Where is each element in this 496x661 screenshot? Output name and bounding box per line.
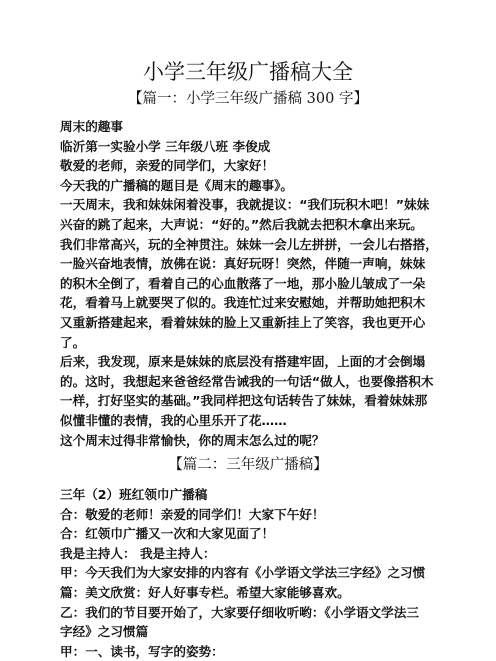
text-line: 一脸兴奋地表情，放佛在说：真好玩呀！突然，伴随一声响，妹妹 — [60, 256, 426, 272]
text-line: 花，看着马上就要哭了似的。我连忙过来安慰她，并帮助她把积木 — [60, 295, 426, 311]
text-line: 甲：一、读书，写字的姿势： — [60, 643, 224, 659]
text-line: 我是主持人： 我是主持人： — [60, 545, 216, 561]
text-line: 今天我的广播稿的题目是《周末的趣事》。 — [60, 177, 293, 193]
text-line: 兴奋的跳了起来，大声说：“好的。”然后我就去把积木拿出来玩。 — [60, 216, 423, 232]
text-line: 合：红领巾广播又一次和大家见面了！ — [60, 526, 275, 542]
section-2-body — [60, 485, 440, 661]
text-line: 的积木全倒了，看着自己的心血散落了一地，那小脸儿皱成了一朵 — [60, 275, 426, 291]
text-line: 后来，我发现，原来是妹妹的底层没有搭建牢固，上面的才会倒塌 — [60, 354, 426, 370]
text-line: 一样，打好坚实的基础。”我同样把这句话转告了妹妹，看着妹妹那 — [60, 393, 428, 409]
author-line: 临沂第一实验小学 三年级八班 李俊成 — [60, 138, 271, 154]
text-line: 篇：美文欣赏：好人好事专栏。希望大家能够喜欢。 — [60, 584, 350, 600]
text-line: 字经》之习惯篇 — [60, 624, 149, 640]
text-line: 又重新搭建起来，看着妹妹的脸上又重新挂上了笑容，我也更开心 — [60, 314, 426, 330]
greeting-line: 敬爱的老师，亲爱的同学们，大家好！ — [60, 158, 275, 174]
text-line: 合：敬爱的老师！亲爱的同学们！大家下午好！ — [60, 506, 325, 522]
section-heading-2: 【篇二：三年级广播稿】 — [168, 457, 328, 473]
text-line: 我们非常高兴，玩的全神贯注。妹妹一会儿左拼拼，一会儿右搭搭， — [60, 236, 438, 252]
text-line: 这个周末过得非常愉快，你的周末怎么过的呢？ — [60, 432, 325, 448]
text-line: 甲：今天我们为大家安排的内容有《小学语文学法三字经》之习惯 — [60, 565, 426, 581]
text-line: 似懂非懂的表情，我的心里乐开了花…… — [60, 412, 287, 428]
section-heading-1: 【篇一：小学三年级广播稿 300 字】 — [128, 91, 368, 107]
text-line: 乙：我们的节目要开始了，大家要仔细收听哟：《小学语文学法三 — [60, 604, 419, 620]
article-title: 周末的趣事 — [60, 119, 123, 134]
text-line: 了。 — [60, 334, 86, 350]
text-line: 三年（2）班红领巾广播稿 — [60, 487, 208, 502]
text-line: 一天周末，我和妹妹闲着没事，我就提议：“我们玩积木吧！”妹妹 — [60, 197, 430, 213]
section-1-body — [60, 117, 440, 450]
text-line: 的。这时，我想起来爸爸经常告诫我的一句话“做人，也要像搭积木 — [60, 373, 434, 389]
document-title: 小学三年级广播稿大全 — [143, 60, 353, 84]
